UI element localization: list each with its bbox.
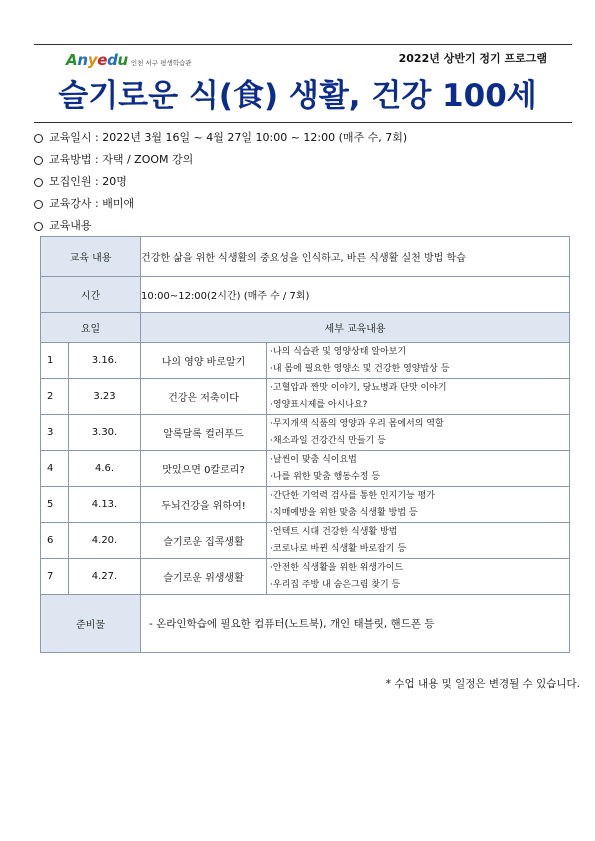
curriculum-table [40, 236, 570, 653]
row-topic: 건강은 저축이다 [141, 379, 267, 415]
table-row-content [41, 237, 570, 277]
table-row [41, 523, 570, 559]
row-date: 3.30. [69, 415, 141, 451]
table-row [41, 487, 570, 523]
row-date: 3.16. [69, 343, 141, 379]
footnote: * 수업 내용 및 일정은 변경될 수 있습니다. [385, 678, 580, 690]
content-value: 건강한 삶을 위한 식생활의 중요성을 인식하고, 바른 식생활 실천 방법 학습 [141, 237, 570, 277]
row-date: 4.13. [69, 487, 141, 523]
circle-bullet-icon [34, 178, 43, 187]
row-detail [267, 343, 570, 379]
row-number: 5 [41, 487, 69, 523]
row-date: 4.20. [69, 523, 141, 559]
row-date: 4.6. [69, 451, 141, 487]
row-date: 3.23 [69, 379, 141, 415]
row-number: 2 [41, 379, 69, 415]
info-text: 교육내용 [49, 219, 92, 232]
detail-line: ·고혈압과 짠맛 이야기, 당뇨병과 단맛 이야기 [270, 382, 447, 393]
row-number: 6 [41, 523, 69, 559]
detail-line: ·내 몸에 필요한 영양소 및 건강한 영양밥상 등 [270, 363, 450, 374]
info-text: 교육일시 : 2022년 3월 16일 ~ 4월 27일 10:00 ~ 12:00 (매주 수, 7회) [49, 131, 408, 144]
info-item-instructor [34, 193, 407, 215]
table-header-row [41, 313, 570, 343]
circle-bullet-icon [34, 134, 43, 143]
info-item-method [34, 149, 407, 171]
detail-line: ·우리집 주방 내 숨은그림 찾기 등 [270, 579, 401, 590]
info-text: 교육강사 : 배미애 [49, 197, 135, 210]
circle-bullet-icon [34, 200, 43, 209]
row-topic: 두뇌건강을 위하여! [141, 487, 267, 523]
detail-line: ·무지개색 식품의 영양과 우리 몸에서의 역할 [270, 418, 444, 429]
circle-bullet-icon [34, 156, 43, 165]
info-item-capacity [34, 171, 407, 193]
row-date: 4.27. [69, 559, 141, 595]
detail-line: ·영양표시제를 아시나요? [270, 399, 368, 410]
info-list [34, 127, 407, 237]
day-header: 요일 [41, 313, 141, 343]
row-topic: 슬기로운 집콕생활 [141, 523, 267, 559]
row-detail [267, 487, 570, 523]
row-topic: 슬기로운 위생생활 [141, 559, 267, 595]
row-detail [267, 379, 570, 415]
table-row-prep [41, 595, 570, 653]
detail-line: ·치매예방을 위한 맞춤 식생활 방법 등 [270, 507, 418, 518]
detail-line: ·안전한 식생활을 위한 위생가이드 [270, 562, 404, 573]
logo [66, 50, 192, 70]
row-number: 3 [41, 415, 69, 451]
program-label: 2022년 상반기 정기 프로그램 [398, 52, 547, 65]
table-row [41, 415, 570, 451]
table-row [41, 379, 570, 415]
top-rule [34, 44, 572, 45]
row-topic: 맛있으면 0칼로리? [141, 451, 267, 487]
row-detail [267, 415, 570, 451]
logo-subtitle: 인천 서구 평생학습관 [130, 59, 192, 67]
info-item-content [34, 215, 407, 237]
row-detail [267, 559, 570, 595]
title-rule [34, 122, 572, 123]
info-text: 교육방법 : 자택 / ZOOM 강의 [49, 153, 194, 166]
detail-line: ·코로나로 바뀐 식생활 바로잡기 등 [270, 543, 407, 554]
row-topic: 알록달록 컬러푸드 [141, 415, 267, 451]
row-number: 4 [41, 451, 69, 487]
table-row [41, 451, 570, 487]
table-row [41, 343, 570, 379]
detail-line: ·날씬이 맞춤 식이요법 [270, 454, 357, 465]
row-detail [267, 451, 570, 487]
time-value: 10:00~12:00(2시간) (매주 수 / 7회) [141, 277, 570, 313]
row-number: 1 [41, 343, 69, 379]
detail-header: 세부 교육내용 [141, 313, 570, 343]
detail-line: ·언택트 시대 건강한 식생활 방법 [270, 526, 398, 537]
row-detail [267, 523, 570, 559]
content-label: 교육 내용 [41, 237, 141, 277]
detail-line: ·나의 식습관 및 영양상태 알아보기 [270, 346, 407, 357]
page-title: 슬기로운 식(食) 생활, 건강 100세 [58, 78, 537, 114]
prep-value: - 온라인학습에 필요한 컴퓨터(노트북), 개인 태블릿, 핸드폰 등 [141, 595, 570, 653]
time-label: 시간 [41, 277, 141, 313]
detail-line: ·간단한 기억력 검사를 통한 인지기능 평가 [270, 490, 435, 501]
logo-mark: Anyedu [66, 51, 128, 69]
detail-line: ·나를 위한 맞춤 행동수정 등 [270, 471, 380, 482]
table-row [41, 559, 570, 595]
detail-line: ·채소과일 건강간식 만들기 등 [270, 435, 386, 446]
circle-bullet-icon [34, 222, 43, 231]
row-topic: 나의 영양 바로알기 [141, 343, 267, 379]
info-item-date [34, 127, 407, 149]
prep-label: 준비물 [41, 595, 141, 653]
table-row-time [41, 277, 570, 313]
row-number: 7 [41, 559, 69, 595]
info-text: 모집인원 : 20명 [49, 175, 127, 188]
